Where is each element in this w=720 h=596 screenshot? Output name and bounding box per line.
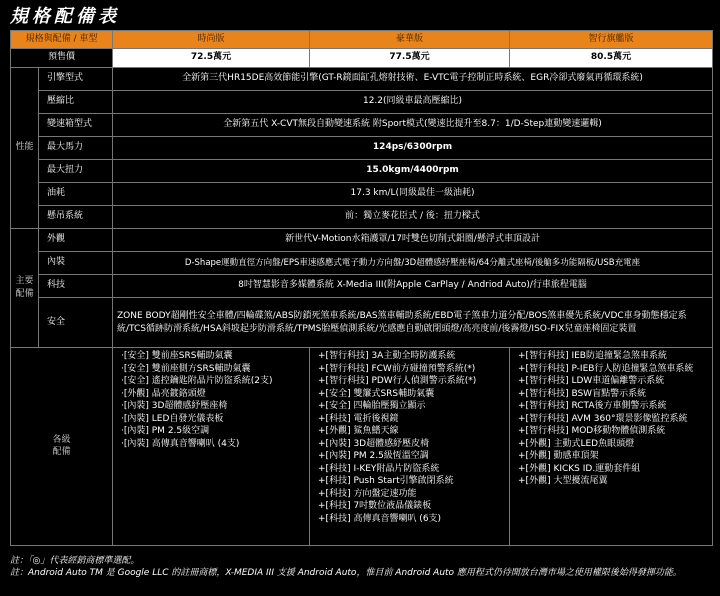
variant-item: +[科技] 電折後視鏡 bbox=[318, 413, 399, 424]
spec-row bbox=[11, 160, 713, 183]
variant-item: +[外觀] 主動式LED魚眼頭燈 bbox=[518, 438, 635, 449]
variant-item: +[外觀] 大型擾流尾翼 bbox=[518, 476, 608, 486]
spec-row bbox=[11, 275, 713, 298]
variant-col-3 bbox=[510, 348, 713, 546]
price-value-1: 72.5萬元 bbox=[113, 49, 310, 68]
spec-row bbox=[11, 91, 713, 114]
variant-item: +[科技] 7吋數位液晶儀錶板 bbox=[318, 501, 432, 511]
spec-row bbox=[11, 229, 713, 252]
spec-table bbox=[10, 30, 713, 546]
variant-item: +[智行科技] AVM 360°環景影像監控系統 bbox=[518, 413, 688, 424]
spec-row bbox=[11, 298, 713, 348]
group-variants bbox=[11, 348, 113, 546]
row-label: 懸吊系統 bbox=[39, 206, 113, 229]
variant-item: +[外觀] 動感車頂架 bbox=[518, 451, 599, 461]
row-value: 124ps/6300rpm bbox=[113, 137, 713, 160]
row-value: 前：獨立麥花臣式 / 後：扭力樑式 bbox=[113, 206, 713, 229]
spec-row bbox=[11, 252, 713, 275]
variant-item: +[安全] 四輪胎壓獨立顯示 bbox=[318, 401, 426, 411]
variant-item: +[外觀] 鯊魚鰭天線 bbox=[318, 426, 399, 436]
header-spec-model: 規格與配備 / 車型 bbox=[11, 31, 113, 49]
group-performance: 性能 bbox=[11, 68, 39, 229]
spec-row bbox=[11, 183, 713, 206]
variant-item: ‧[安全] 遙控鑰匙附晶片防盜系統(2支) bbox=[121, 376, 273, 386]
row-value: 12.2(同級車最高壓縮比) bbox=[113, 91, 713, 114]
row-value: ZONE BODY超剛性安全車體/四輪碟煞/ABS防鎖死煞車系統/BAS煞車輔助系統/EBD電子煞車力道分配/BOS煞車優先系統/VDC車身動態穩定系統/TCS循跡防滑系統/HSA斜坡起步防滑系統/TPMS胎壓偵測系統/光感應自動啟閉頭燈/高亮度前/後霧燈/ISO-FIX兒童座椅固定裝置 bbox=[113, 298, 713, 348]
variant-list-1 bbox=[117, 348, 305, 452]
row-value: 17.3 km/L(同級最佳一級油耗) bbox=[113, 183, 713, 206]
variants-row bbox=[11, 348, 713, 546]
variant-list-3 bbox=[514, 348, 708, 490]
variant-item: +[智行科技] PDW行人偵測警示系統(*) bbox=[318, 376, 477, 386]
variant-item: ‧[內裝] LED自發光儀表板 bbox=[121, 413, 224, 424]
price-row bbox=[11, 49, 713, 68]
row-value: D-Shape運動直徑方向盤/EPS車速感應式電子動力方向盤/3D超體感紓壓座椅/64分離式座椅/後艙多功能隔板/USB充電座 bbox=[113, 252, 713, 275]
row-value: 新世代V-Motion水箱護罩/17吋雙色切削式鋁圈/懸浮式車頂設計 bbox=[113, 229, 713, 252]
price-value-2: 77.5萬元 bbox=[310, 49, 510, 68]
header-row bbox=[11, 31, 713, 49]
variant-item: ‧[外觀] 晶亮鍍鉻頭燈 bbox=[121, 388, 206, 399]
footnote: 註：Android Auto TM 是 Google LLC 的註冊商標，X-MEDIA III 支援 Android Auto，惟目前 Android Auto 應用程式仍待開放台灣市場之使用權限後始得發揮功能。 bbox=[10, 567, 682, 578]
variant-item: ‧[安全] 雙前座側方SRS輔助氣囊 bbox=[121, 363, 251, 374]
price-label: 預售價 bbox=[11, 49, 113, 68]
row-value: 15.0kgm/4400rpm bbox=[113, 160, 713, 183]
variant-item: +[智行科技] 3A主動全時防護系統 bbox=[318, 351, 456, 361]
row-label: 科技 bbox=[39, 275, 113, 298]
row-label: 壓縮比 bbox=[39, 91, 113, 114]
row-label: 最大馬力 bbox=[39, 137, 113, 160]
variant-item: +[智行科技] RCTA後方車側警示系統 bbox=[518, 401, 667, 411]
variant-item: +[科技] I-KEY附晶片防盜系統 bbox=[318, 463, 440, 474]
variant-item: +[智行科技] MOD移動物體偵測系統 bbox=[518, 426, 666, 436]
row-value: 全新第五代 X-CVT無段自動變速系統 附Sport模式(變速比提升至8.7：1/D-Step連動變速邏輯) bbox=[113, 114, 713, 137]
footnotes bbox=[10, 556, 714, 579]
variant-item: +[內裝] 3D超體感紓壓皮椅 bbox=[318, 438, 430, 449]
variant-item: +[內裝] PM 2.5級恆溫空調 bbox=[318, 451, 429, 461]
spec-row bbox=[11, 68, 713, 91]
spec-row bbox=[11, 206, 713, 229]
variant-item: +[智行科技] BSW盲點警示系統 bbox=[518, 388, 647, 399]
row-label: 外觀 bbox=[39, 229, 113, 252]
row-value: 全新第三代HR15DE高效節能引擎(GT-R鏡面缸孔熔射技術、E-VTC電子控制正時系統、EGR冷卻式廢氣再循環系統) bbox=[113, 68, 713, 91]
row-label: 油耗 bbox=[39, 183, 113, 206]
variant-item: ‧[內裝] 高傳真音響喇叭 (4支) bbox=[121, 438, 240, 449]
variant-item: +[智行科技] LDW車道偏離警示系統 bbox=[518, 376, 665, 386]
header-model-2: 豪華版 bbox=[310, 31, 510, 49]
variant-item: +[安全] 雙簾式SRS輔助氣囊 bbox=[318, 388, 435, 399]
row-label: 最大扭力 bbox=[39, 160, 113, 183]
page-title: 規格配備表 bbox=[10, 6, 120, 27]
row-label: 引擎型式 bbox=[39, 68, 113, 91]
variant-item: +[科技] 方向盤定速功能 bbox=[318, 488, 417, 499]
header-model-3: 智行旗艦版 bbox=[510, 31, 713, 49]
variant-col-1 bbox=[113, 348, 310, 546]
variant-item: +[智行科技] IEB防追撞緊急煞車系統 bbox=[518, 351, 667, 361]
row-label: 安全 bbox=[39, 298, 113, 348]
variant-item: +[智行科技] FCW前方碰撞預警系統(*) bbox=[318, 363, 476, 374]
variant-item: ‧[內裝] PM 2.5級空調 bbox=[121, 426, 210, 436]
group-main-equipment: 主要配備 bbox=[11, 229, 39, 348]
price-value-3: 80.5萬元 bbox=[510, 49, 713, 68]
header-model-1: 時尚版 bbox=[113, 31, 310, 49]
row-label: 內裝 bbox=[39, 252, 113, 275]
variant-item: +[科技] 高傳真音響喇叭 (6支) bbox=[318, 513, 442, 524]
variant-item: ‧[內裝] 3D超體感紓壓座椅 bbox=[121, 401, 228, 411]
group-variants-label: 各級配備 bbox=[52, 434, 71, 457]
variant-item: +[外觀] KICKS ID.運動套件組 bbox=[518, 463, 641, 474]
variant-col-2 bbox=[310, 348, 510, 546]
variant-item: +[智行科技] P-IEB行人防追撞緊急煞車系統 bbox=[518, 363, 694, 374]
row-label: 變速箱型式 bbox=[39, 114, 113, 137]
row-value: 8吋智慧影音多媒體系統 X-Media III(附Apple CarPlay / Andriod Auto)/行車旅程電腦 bbox=[113, 275, 713, 298]
variant-item: +[科技] Push Start引擎啟閉系統 bbox=[318, 476, 454, 486]
spec-row bbox=[11, 114, 713, 137]
footnote: 註：「◎」代表經銷商標準選配。 bbox=[10, 556, 140, 566]
spec-row bbox=[11, 137, 713, 160]
variant-list-2 bbox=[314, 348, 505, 527]
variant-item: ‧[安全] 雙前座SRS輔助氣囊 bbox=[121, 351, 233, 361]
